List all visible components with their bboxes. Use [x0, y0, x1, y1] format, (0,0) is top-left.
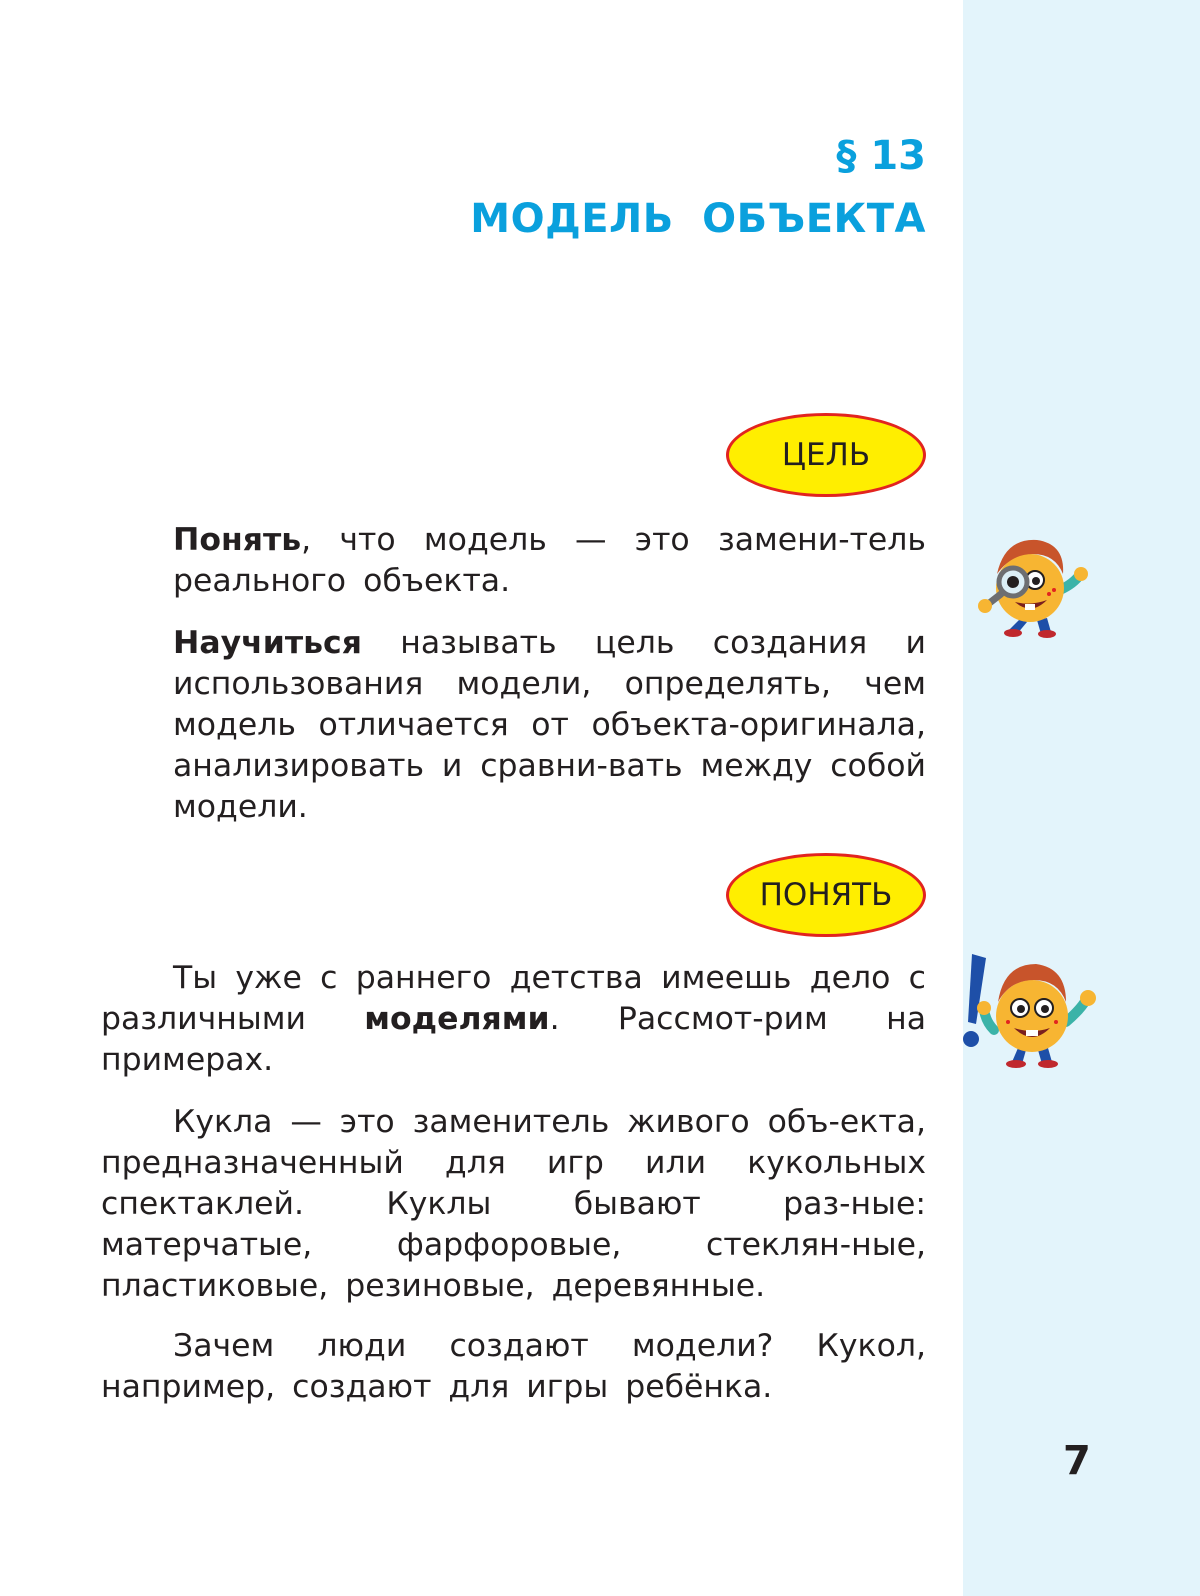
body-paragraph-3: Зачем люди создают модели? Кукол, например, создают для игры ребёнка. — [101, 1328, 926, 1405]
boy-with-exclamation-icon — [960, 950, 1110, 1080]
body-paragraph-1: Ты уже с раннего детства имеешь дело с различными моделями. Рассмот-рим на примерах. — [101, 960, 926, 1078]
section-title: МОДЕЛЬ ОБЪЕКТА — [470, 196, 926, 242]
section-number: § 13 — [836, 133, 926, 179]
goal-bold-term-2: Научиться — [173, 625, 362, 661]
understand-label: ПОНЯТЬ — [726, 853, 926, 937]
page-sidebar — [963, 0, 1200, 1596]
page-number: 7 — [1063, 1438, 1091, 1484]
goal-bold-term: Понять — [173, 522, 302, 558]
goal-paragraph-1: Понять, что модель — это замени-тель реального объекта. — [173, 522, 926, 599]
boy-with-magnifier-icon — [975, 530, 1095, 640]
goal-label: ЦЕЛЬ — [726, 413, 926, 497]
models-bold-term: моделями — [364, 1001, 550, 1037]
body-paragraph-2: Кукла — это заменитель живого объ-екта, предназначенный для игр или кукольных спектаклей. Куклы бывают раз-ные: матерчатые, фарфоровые, стеклян-ные, пластиковые, резиновые, деревянные. — [101, 1104, 926, 1304]
goal-paragraph-2: Научиться называть цель создания и использования модели, определять, чем модель отличается от объекта-оригинала, анализировать и сравни-вать между собой модели. — [173, 625, 926, 825]
